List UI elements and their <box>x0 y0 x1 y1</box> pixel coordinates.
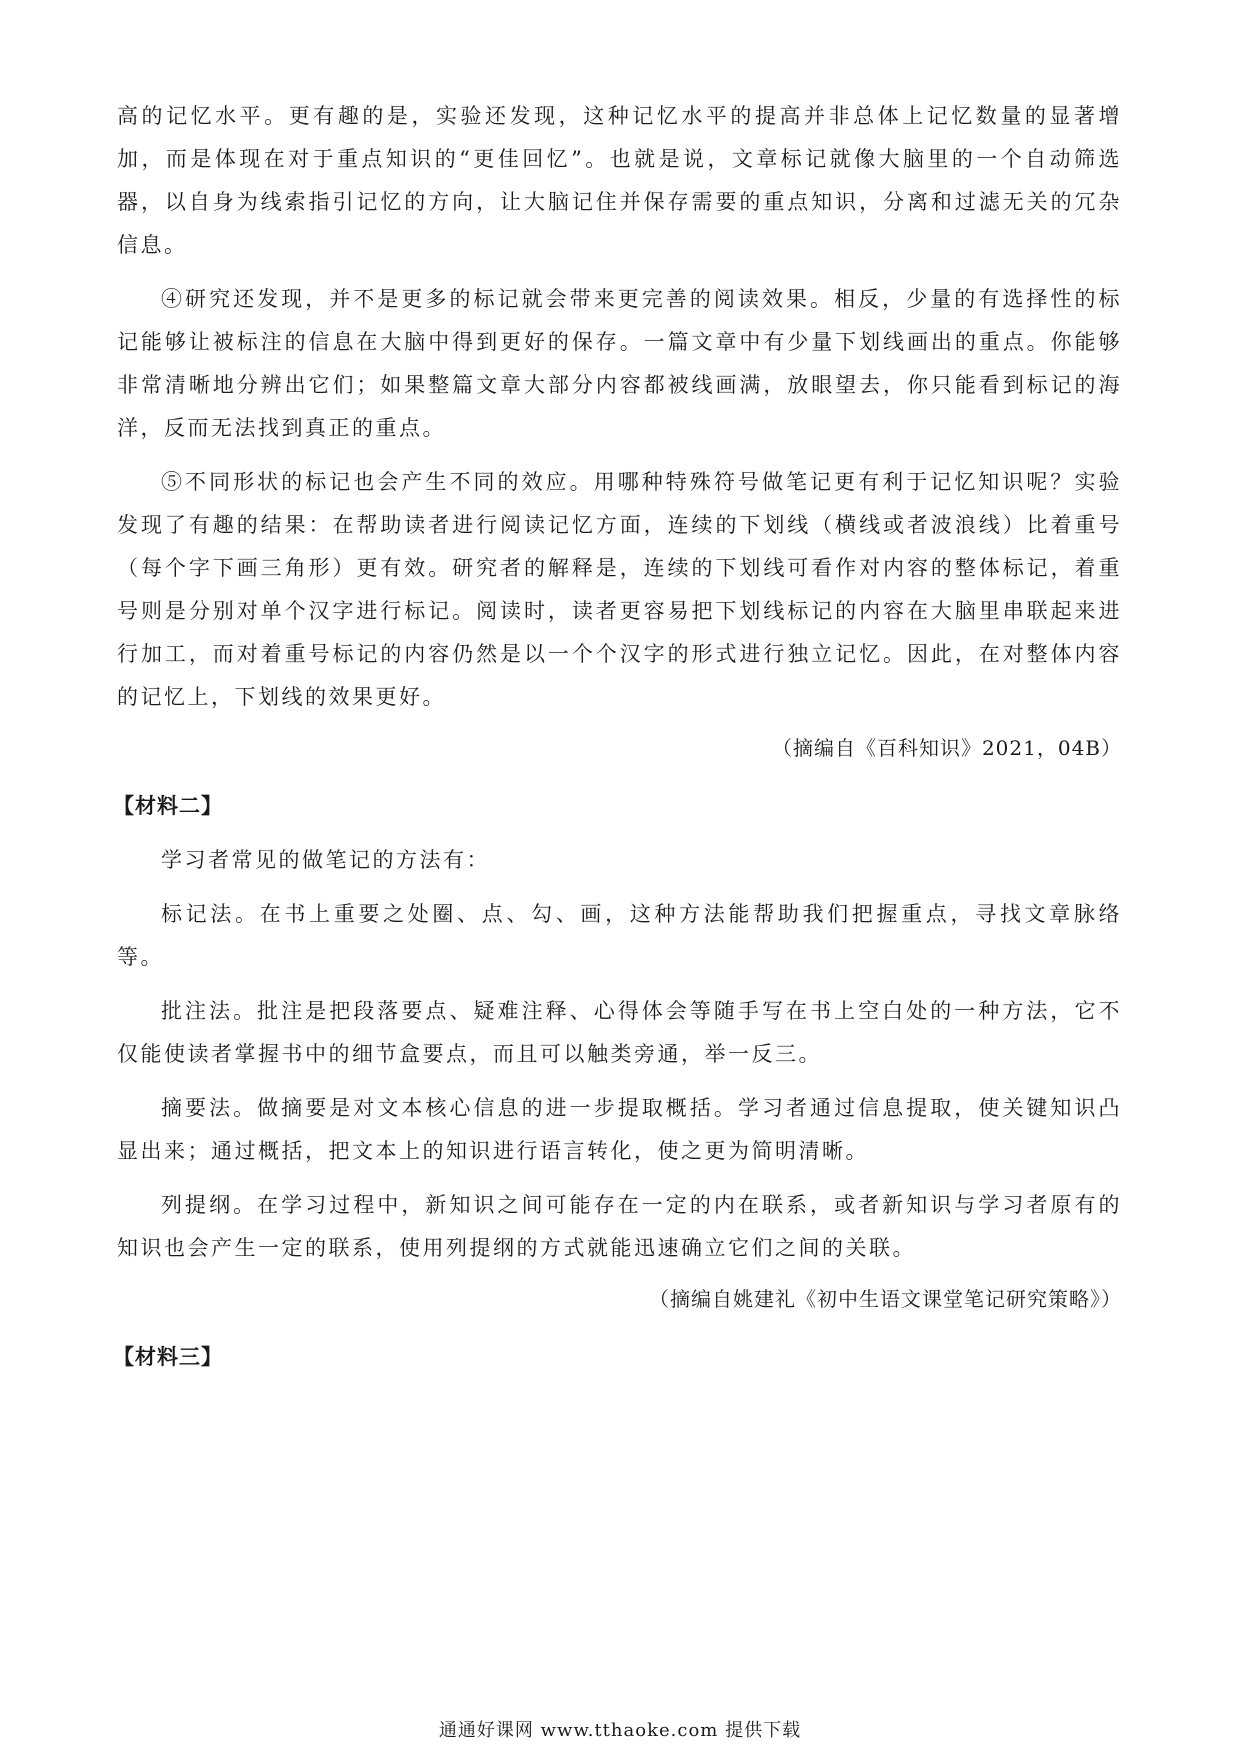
method-summary: 摘要法。做摘要是对文本核心信息的进一步提取概括。学习者通过信息提取，使关键知识凸显出来；通过概括，把文本上的知识进行语言转化，使之更为简明清晰。 <box>117 1096 1122 1163</box>
material2-intro: 学习者常见的做笔记的方法有： <box>161 848 490 872</box>
method-marking: 标记法。在书上重要之处圈、点、勾、画，这种方法能帮助我们把握重点，寻找文章脉络等。 <box>117 902 1122 969</box>
method-outline: 列提纲。在学习过程中，新知识之间可能存在一定的内在联系，或者新知识与学习者原有的知识也会产生一定的联系，使用列提纲的方式就能迅速确立它们之间的关联。 <box>117 1193 1122 1260</box>
material1-source: （摘编自《百科知识》2021，04B） <box>771 736 1122 760</box>
document-body <box>113 95 1122 1390</box>
paragraph-4: ④研究还发现，并不是更多的标记就会带来更完善的阅读效果。相反，少量的有选择性的标记能够让被标注的信息在大脑中得到更好的保存。一篇文章中有少量下划线画出的重点。你能够非常清晰地分辨出它们；如果整篇文章大部分内容都被线画满，放眼望去，你只能看到标记的海洋，反而无法找到真正的重点。 <box>117 287 1122 440</box>
material2-heading: 【材料二】 <box>113 793 223 818</box>
method-annotation: 批注法。批注是把段落要点、疑难注释、心得体会等随手写在书上空白处的一种方法，它不仅能使读者掌握书中的细节盒要点，而且可以触类旁通，举一反三。 <box>117 999 1122 1066</box>
paragraph-3-continuation: 高的记忆水平。更有趣的是，实验还发现，这种记忆水平的提高并非总体上记忆数量的显著增加，而是体现在对于重点知识的“更佳回忆”。也就是说，文章标记就像大脑里的一个自动筛选器，以自身为线索指引记忆的方向，让大脑记住并保存需要的重点知识，分离和过滤无关的冗杂信息。 <box>117 104 1122 257</box>
material3-heading: 【材料三】 <box>113 1344 223 1369</box>
material2-source: （摘编自姚建礼《初中生语文课堂笔记研究策略》） <box>649 1287 1122 1311</box>
paragraph-5: ⑤不同形状的标记也会产生不同的效应。用哪种特殊符号做笔记更有利于记忆知识呢？实验发现了有趣的结果：在帮助读者进行阅读记忆方面，连续的下划线（横线或者波浪线）比着重号（每个字下画三角形）更有效。研究者的解释是，连续的下划线可看作对内容的整体标记，着重号则是分别对单个汉字进行标记。阅读时，读者更容易把下划线标记的内容在大脑里串联起来进行加工，而对着重号标记的内容仍然是以一个个汉字的形式进行独立记忆。因此，在对整体内容的记忆上，下划线的效果更好。 <box>117 470 1122 709</box>
page-footer: 通通好课网 www.tthaoke.com 提供下载 <box>438 1720 802 1741</box>
